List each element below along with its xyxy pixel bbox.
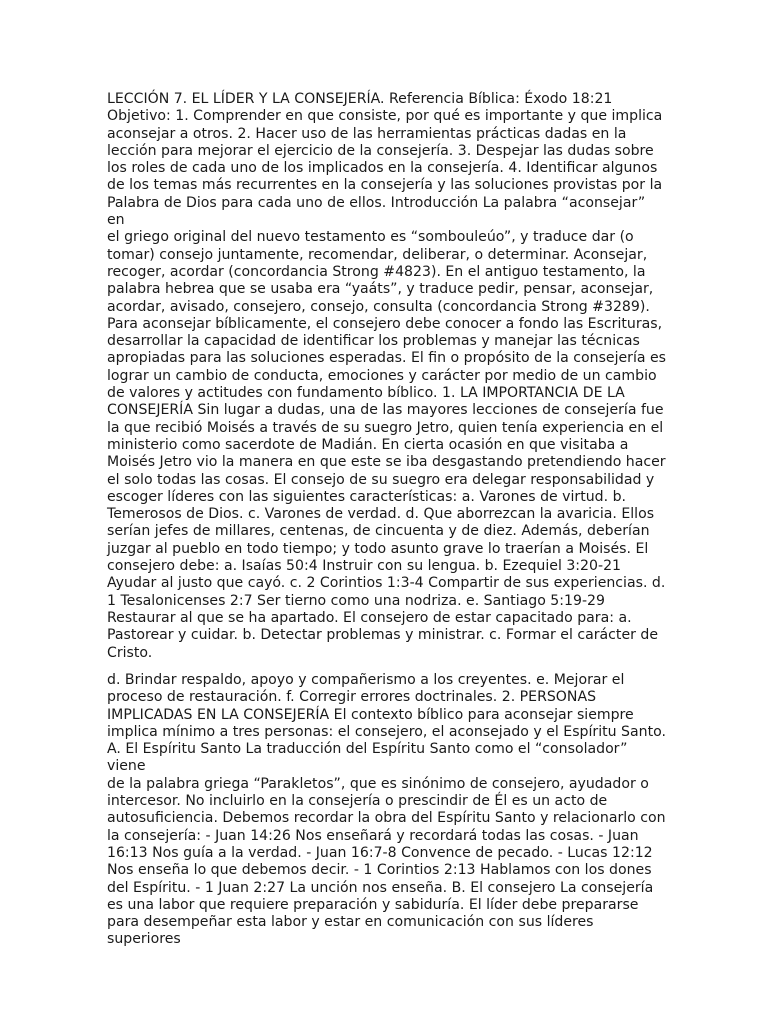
body-paragraph-1: LECCIÓN 7. EL LÍDER Y LA CONSEJERÍA. Referencia Bíblica: Éxodo 18:21 Objetivo: 1. Comprender en que consiste, por qué es importante y que implica aconsejar a otros. 2. Hacer uso de las herramientas prácticas dadas en la lección para mejorar el ejercicio de la consejería. 3. Despejar las dudas sobre los roles de cada uno de los implicados en la consejería. 4. Identificar algunos de los temas más recurrentes en la consejería y las soluciones provistas por la Palabra de Dios para cada uno de ellos. Introducción La palabra “aconsejar” en el griego original del nuevo testamento es “somboulеúo”, y traduce dar (o tomar) consejo juntamente, recomendar, deliberar, o determinar. Aconsejar, recoger, acordar (concordancia Strong #4823). En el antiguo testamento, la palabra hebrea que se usaba era “yaáts”, y traduce pedir, pensar, aconsejar, acordar, avisado, consejero, consejo, consulta (concordancia Strong #3289). Para aconsejar bíblicamente, el consejero debe conocer a fondo las Escrituras, desarrollar la capacidad de identificar los problemas y manejar las técnicas apropiadas para las soluciones esperadas. El fin o propósito de la consejería es lograr un cambio de conducta, emociones y carácter por medio de un cambio de valores y actitudes con fundamento bíblico. 1. LA IMPORTANCIA DE LA CONSEJERÍA Sin lugar a dudas, una de las mayores lecciones de consejería fue la que recibió Moisés a través de su suegro Jetro, quien tenía experiencia en el ministerio como sacerdote de Madián. En cierta ocasión en que visitaba a Moisés Jetro vio la manera en que este se iba desgastando pretendiendo hacer el solo todas las cosas. El consejo de su suegro era delegar responsabilidad y escoger líderes con las siguientes características: a. Varones de virtud. b. Temerosos de Dios. c. Varones de verdad. d. Que aborrezcan la avaricia. Ellos serían jefes de millares, centenas, de cincuenta y de diez. Además, deberían juzgar al pueblo en todo tiempo; y todo asunto grave lo traerían a Moisés. El consejero debe: a. Isaías 50:4 Instruir con su lengua. b. Ezequiel 3:20-21 Ayudar al justo que cayó. c. 2 Corintios 1:3-4 Compartir de sus experiencias. d. 1 Tesalonicenses 2:7 Ser tierno como una nodriza. e. Santiago 5:19-29 Restaurar al que se ha apartado. El consejero de estar capacitado para: a. Pastorear y cuidar. b. Detectar problemas y ministrar. c. Formar el carácter de Cristo.	[107, 91, 667, 661]
body-paragraph-2: d. Brindar respaldo, apoyo y compañerismo a los creyentes. e. Mejorar el proceso de restauración. f. Corregir errores doctrinales. 2. PERSONAS IMPLICADAS EN LA CONSEJERÍA El contexto bíblico para aconsejar siempre implica mínimo a tres personas: el consejero, el aconsejado y el Espíritu Santo. A. El Espíritu Santo La traducción del Espíritu Santo como el “consolador” viene de la palabra griega “Parakletos”, que es sinónimo de consejero, ayudador o intercesor. No incluirlo en la consejería o prescindir de Él es un acto de autosuficiencia. Debemos recordar la obra del Espíritu Santo y relacionarlo con la consejería: - Juan 14:26 Nos enseñará y recordará todas las cosas. - Juan 16:13 Nos guía a la verdad. - Juan 16:7-8 Convence de pecado. - Lucas 12:12 Nos enseña lo que debemos decir. - 1 Corintios 2:13 Hablamos con los dones del Espíritu. - 1 Juan 2:27 La unción nos enseña. B. El consejero La consejería es una labor que requiere preparación y sabiduría. El líder debe prepararse para desempeñar esta labor y estar en comunicación con sus líderes superiores	[107, 672, 666, 948]
